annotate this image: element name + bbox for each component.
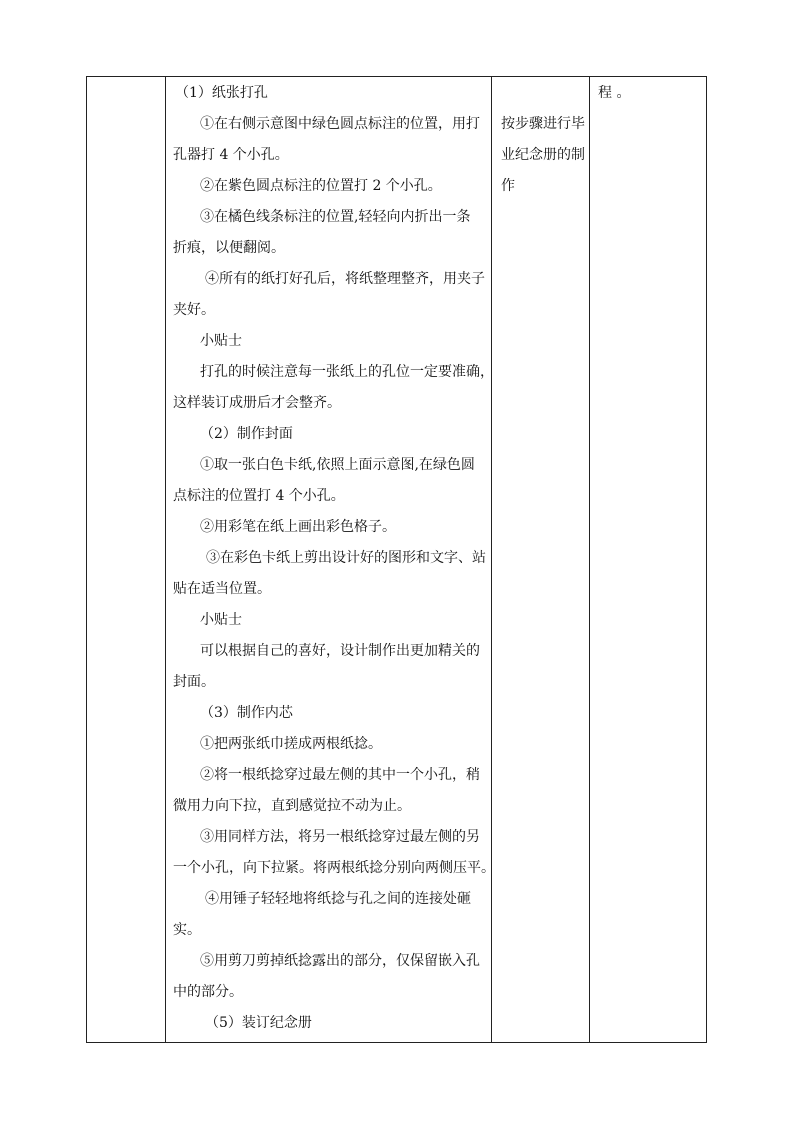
text-line: 程 。 <box>598 85 631 101</box>
text-line: ④用锤子轻轻地将纸捻与孔之间的连接处砸 <box>205 891 471 907</box>
text-line: 实。 <box>173 922 201 938</box>
text-line: ③在橘色线条标注的位置,轻轻向内折出一条 <box>200 209 471 225</box>
text-line: 微用力向下拉，直到感觉拉不动为止。 <box>173 798 411 814</box>
text-line: 中的部分。 <box>173 984 243 1000</box>
text-line: 业纪念册的制 <box>501 147 585 163</box>
text-line: 可以根据自己的喜好，设计制作出更加精关的 <box>200 643 480 659</box>
text-line: 点标注的位置打 4 个小孔。 <box>173 488 345 504</box>
text-line: 打孔的时候注意每一张纸上的孔位一定要准确， <box>200 364 494 380</box>
text-line: （1）纸张打孔 <box>175 85 268 101</box>
text-line: ④所有的纸打好孔后，将纸整理整齐，用夹子 <box>205 271 485 287</box>
cell-student-activity <box>492 77 589 1042</box>
text-line: 封面。 <box>173 674 215 690</box>
lesson-table <box>86 76 707 1043</box>
text-line: ③在彩色卡纸上剪出设计好的图形和文字、站 <box>206 550 486 566</box>
section-heading: （5）装订纪念册 <box>205 1015 312 1031</box>
text-line: ①取一张白色卡纸,依照上面示意图,在绿色圆 <box>200 457 475 473</box>
tip-heading: 小贴士 <box>200 333 242 349</box>
text-line: ⑤用剪刀剪掉纸捻露出的部分，仅保留嵌入孔 <box>200 953 480 969</box>
section-heading: （2）制作封面 <box>200 426 293 442</box>
text-line: ②用彩笔在纸上画出彩色格子。 <box>200 519 396 535</box>
text-line: ①在右侧示意图中绿色圆点标注的位置，用打 <box>200 116 480 132</box>
text-line: ③用同样方法，将另一根纸捻穿过最左侧的另 <box>200 829 480 845</box>
text-line: ②将一根纸捻穿过最左侧的其中一个小孔，稍 <box>200 767 480 783</box>
text-line: 一个小孔，向下拉紧。将两根纸捻分别向两侧压平。 <box>173 860 495 876</box>
tip-heading: 小贴士 <box>200 612 242 628</box>
text-line: ②在紫色圆点标注的位置打 2 个小孔。 <box>200 178 442 194</box>
text-line: ①把两张纸巾搓成两根纸捻。 <box>200 736 382 752</box>
section-heading: （3）制作内芯 <box>200 705 293 721</box>
text-line: 夹好。 <box>173 302 215 318</box>
text-line: 折痕，以便翻阅。 <box>173 240 285 256</box>
text-line: 这样装订成册后才会整齐。 <box>173 395 341 411</box>
text-line: 贴在适当位置。 <box>173 581 271 597</box>
text-line: 孔器打 4 个小孔。 <box>173 147 289 163</box>
text-line: 按步骤进行毕 <box>501 116 585 132</box>
cell-teaching-activity <box>166 77 495 1042</box>
cell-empty <box>87 77 165 1042</box>
text-line: 作 <box>501 178 515 194</box>
cell-design-intent <box>590 77 707 1042</box>
